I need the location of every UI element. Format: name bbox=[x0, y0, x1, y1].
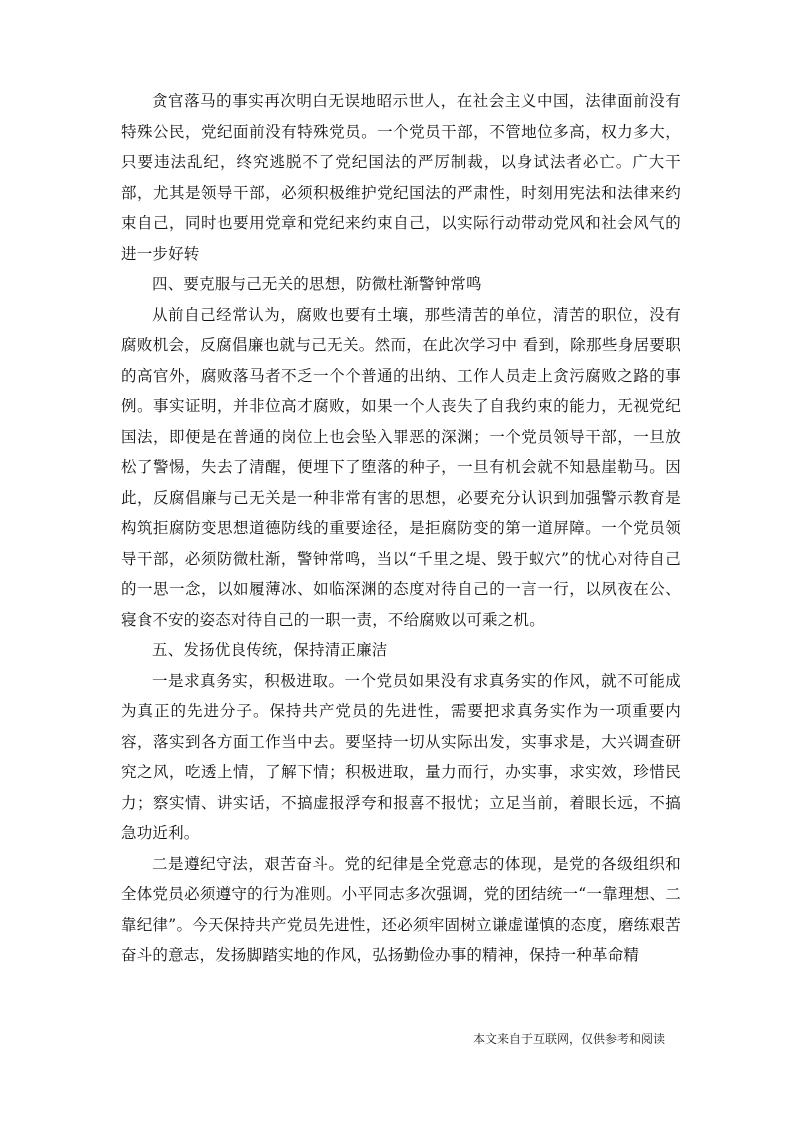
paragraph-pragmatism: 一是求真务实，积极进取。一个党员如果没有求真务实的作风，就不可能成为真正的先进分子。保持共产党员的先进性，需要把求真务实作为一项重要内容，落实到各方面工作当中去。要坚持一切从实际出发，实事求是，大兴调查研究之风，吃透上情，了解下情；积极进取，量力而行，办实事，求实效，珍惜民力；察实情、讲实话，不搞虚报浮夸和报喜不报忧；立足当前，着眼长远，不搞急功近利。 bbox=[121, 671, 681, 842]
footer-note: 本文来自于互联网，仅供参考和阅读 bbox=[473, 1032, 666, 1046]
paragraph-prevention: 从前自己经常认为，腐败也要有土壤，那些清苦的单位，清苦的职位，没有腐败机会，反腐倡廉也就与己无关。然而，在此次学习中 看到，除那些身居要职的高官外，腐败落马者不乏一个个普通的出纳、工作人员走上贪污腐败之路的事例。事实证明，并非位高才腐败，如果一个人丧失了自我约束的能力，无视党纪国法，即便是在普通的岗位上也会坠入罪恶的深渊；一个党员领导干部，一旦放松了警惕，失去了清醒，便埋下了堕落的种子，一旦有机会就不知悬崖勒马。因此，反腐倡廉与己无关是一种非常有害的思想，必要充分认识到加强警示教育是构筑拒腐防变思想道德防线的重要途径，是拒腐防变的第一道屏障。一个党员领导干部，必须防微杜渐，警钟常鸣，当以“千里之堤、毁于蚁穴”的忧心对待自己的一思一念，以如履薄冰、如临深渊的态度对待自己的一言一行，以夙夜在公、寝食不安的姿态对待自己的一职一责，不给腐败以可乘之机。 bbox=[121, 305, 681, 629]
section-heading-five: 五、发扬优良传统，保持清正廉洁 bbox=[152, 641, 388, 659]
paragraph-discipline-hardwork: 二是遵纪守法，艰苦奋斗。党的纪律是全党意志的体现，是党的各级组织和全体党员必须遵守的行为准则。小平同志多次强调，党的团结统一“一靠理想、二靠纪律”。今天保持共产党员先进性，还必须牢固树立谦虚谨慎的态度，磨练艰苦奋斗的意志，发扬脚踏实地的作风，弘扬勤俭办事的精神，保持一种革命精 bbox=[121, 854, 681, 964]
section-heading-four: 四、要克服与己无关的思想，防微杜渐警钟常鸣 bbox=[152, 275, 482, 293]
document-body bbox=[121, 86, 681, 971]
paragraph-discipline-law: 贪官落马的事实再次明白无误地昭示世人，在社会主义中国，法律面前没有特殊公民，党纪面前没有特殊党员。一个党员干部，不管地位多高，权力多大，只要违法乱纪，终究逃脱不了党纪国法的严厉制裁，以身试法者必亡。广大干部，尤其是领导干部，必须积极维护党纪国法的严肃性，时刻用宪法和法律来约束自己，同时也要用党章和党纪来约束自己，以实际行动带动党风和社会风气的进一步好转 bbox=[121, 92, 681, 263]
